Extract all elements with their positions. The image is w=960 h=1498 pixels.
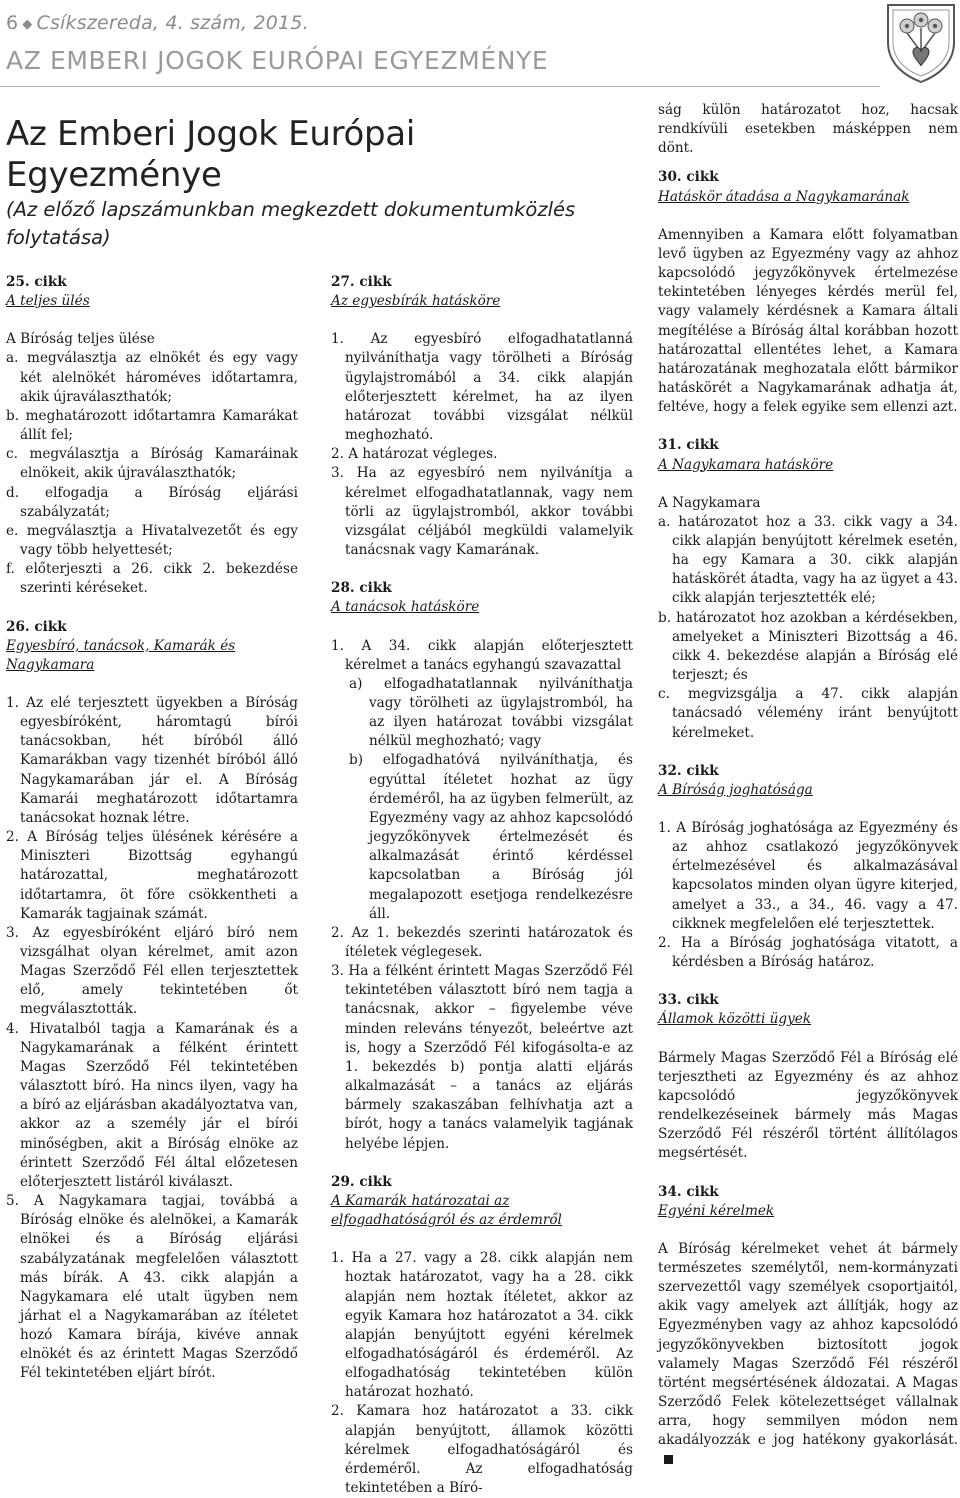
article-heading: A tanácsok hatásköre (331, 599, 480, 616)
header-rule (0, 86, 880, 87)
article-number: 33. cikk (658, 992, 719, 1009)
paragraph: Bármely Magas Szerződő Fél a Bíróság elé terjesztheti az Egyezmény és az ahhoz kapcsolódó jegyzőkönyvek rendelkezéseinek bármely más Magas Szerződő Fél részéről történt állítólagos megsértését. (658, 1049, 958, 1162)
list-item: b. meghatározott időtartamra Kamarákat állít fel; (6, 407, 298, 444)
paragraph: ság külön határozatot hoz, hacsak rendkívüli esetekben másképpen nem dönt. (658, 102, 958, 157)
article-heading: Az egyesbírák hatásköre (331, 293, 501, 310)
sub-item: a) elfogadhatatlannak nyilváníthatja vagy törölheti az ügylajstromból, ha az ilyen határozat további vizsgálat nélkül meghozható; vagy (349, 675, 633, 750)
coat-of-arms-icon (885, 2, 957, 84)
list-item: a. határozatot hoz a 33. cikk vagy a 34. cikk alapján benyújtott kérelmek esetén, ha egy Kamara a 30. cikk alapján hatáskörét átadta, vagy ha az ügyet a 43. cikk alapján terjesztették elé; (658, 513, 958, 607)
article-heading: Államok közötti ügyek (658, 1011, 812, 1028)
article-heading: Egyéni kérelmek (658, 1202, 775, 1219)
running-header (6, 12, 309, 34)
paragraph-text: A Bíróság kérelmeket vehet át bármely természetes személytől, nem-kormányzati szervezettől vagy személyek csoportjaitól, akik vagy amelyek azt állítják, hogy az Egyezményben vagy az ahhoz kapcsolódó jegyzőkönyvekben biztosított jogok valamely Magas Szerződő Fél részéről történt megsértésének áldozatai. A Magas Szerződő Felek kötelezettséget vállalnak arra, hogy semmilyen módon nem akadályozzák e jog hatékony gyakorlását. (658, 1240, 958, 1449)
article-heading: A Bíróság joghatósága (658, 781, 813, 798)
list-item: e. megválasztja a Hivatalvezetőt és egy vagy több helyettesét; (6, 522, 298, 559)
list-item: 4. Hivatalból tagja a Kamarának és a Nagykamarának a félként érintett Magas Szerződő Fél tekintetében választott bíró. Ha nincs ilyen, vagy ha a bíró az eljárásban akadályoztatva van, akkor az a személy jár el bírói minőségben, akit a Bíróság elnöke az érintett Szerződő Fél által előzetesen előterjesztett listáról kiválaszt. (6, 1020, 298, 1190)
column-1 (6, 273, 298, 1384)
article-number: 26. cikk (6, 618, 67, 635)
article-subtitle: (Az előző lapszámunkban megkezdett dokumentumközlés folytatása) (6, 198, 576, 249)
page-number: 6 (6, 12, 19, 34)
article-number: 28. cikk (331, 580, 392, 597)
list-item: 1. Ha a 27. vagy a 28. cikk alapján nem hoztak határozatot, vagy ha a 28. cikk alapján nem hoztak ítéletet, akkor az egyik Kamara hoz határozatot a 34. cikk alapján benyújtott egyéni kérelmek elfogadhatóságáról és érdeméről. Az elfogadhatóság tekintetében külön határozat hozható. (331, 1250, 633, 1401)
article-number: 25. cikk (6, 274, 67, 290)
column-3 (658, 101, 958, 1470)
article-number: 29. cikk (331, 1173, 392, 1190)
list-item: b. határozatot hoz azokban a kérdésekben, amelyeket a Miniszteri Bizottság a 46. cikk 4. bekezdése alapján a Bíróság elé terjeszt; és (658, 609, 958, 684)
list-item: c. megválasztja a Bíróság Kamaráinak elnökeit, akik újraválaszthatók; (6, 446, 298, 482)
article-title: Az Emberi Jogok Európai Egyezménye (6, 114, 415, 195)
running-title: Csíkszereda, 4. szám, 2015. (36, 12, 309, 34)
list-item: 1. Az elé terjesztett ügyekben a Bíróság egyesbíróként, háromtagú bírói tanácsokban, hét bíróból álló Kamarákban vagy tizenhét bíróból álló Nagykamarában jár el. A Bíróság Kamarái meghatározott időtartamra tanácsokat hoznak létre. (6, 694, 298, 826)
list-item: a. megválasztja az elnökét és egy vagy két alelnökét hároméves időtartamra, akik újraválaszthatók; (6, 350, 298, 405)
list-item: 2. Ha a Bíróság joghatósága vitatott, a kérdésben a Bíróság határoz. (658, 934, 958, 971)
paragraph (658, 1240, 958, 1470)
section-title: AZ EMBERI JOGOK EURÓPAI EGYEZMÉNYE (6, 46, 549, 75)
list-item: 2. A Bíróság teljes ülésének kérésére a Miniszteri Bizottság egyhangú határozattal, meghatározott időtartamra, öt főre csökkentheti a Kamarák tagjainak számát. (6, 829, 298, 922)
list-item: d. elfogadja a Bíróság eljárási szabályzatát; (6, 484, 298, 520)
list-item: f. előterjeszti a 26. cikk 2. bekezdése szerinti kéréseket. (6, 561, 298, 597)
list-item: 5. A Nagykamara tagjai, továbbá a Bíróság elnöke és alelnökei, a Kamarák elnökei és a Bíróság eljárási szabályzatának megfelelően választott más bírák. A 43. cikk alapján a Nagykamara elé utalt ügyben nem járhat el a Nagykamarában az ítéletet hozó Kamara bírája, kivéve annak elnökét és az érintett Magas Szerződő Fél tekintetében eljárt bírót. (6, 1193, 298, 1382)
column-2 (331, 273, 633, 1498)
article-heading: Hatáskör átadása a Nagykamarának (658, 188, 910, 205)
article-number: 27. cikk (331, 274, 392, 290)
diamond-icon: ◆ (22, 17, 33, 32)
article-number: 34. cikk (658, 1183, 719, 1200)
paragraph: Amennyiben a Kamara előtt folyamatban levő ügyben az Egyezmény vagy az ahhoz kapcsolódó jegyzőkönyvek értelmezése tekintetében lényeges kérdés merül fel, vagy valamely kérdésnek a Kamara általi megítélése a Bíróság által korábban hozott határozattal ellentétes lehet, a Kamara határozatának meghozatala előtt bármikor hatáskörét a Nagykamarának adhatja át, feltéve, hogy a felek egyike sem ellenzi azt. (658, 226, 958, 416)
list-item: 2. A határozat végleges. (331, 446, 498, 463)
list-item: 1. Az egyesbíró elfogadhatatlanná nyilváníthatja vagy törölheti a Bíróság ügylajstromából a 34. cikk alapján előterjesztett kérelmet, ha az ilyen határozat további vizsgálat nélkül meghozható. (331, 331, 633, 444)
sub-item: b) elfogadhatóvá nyilváníthatja, és egyúttal ítéletet hozhat az ügy érdeméről, ha az ügyben felmerült, az Egyezmény vagy az ahhoz kapcsolódó jegyzőkönyvek értelmezését és alkalmazását érintő kérdéssel kapcsolatban a Bíróság jól megalapozott esetjoga rendelkezésre áll. (349, 752, 633, 922)
list-item: 1. A 34. cikk alapján előterjesztett kérelmet a tanács egyhangú szavazattal (331, 637, 633, 673)
article-number: 30. cikk (658, 169, 719, 186)
article-number: 32. cikk (658, 762, 719, 779)
article-heading: A teljes ülés (6, 293, 90, 310)
end-of-article-icon (664, 1455, 673, 1464)
list-item: c. megvizsgálja a 47. cikk alapján tanácsadó vélemény iránt benyújtott kérelmeket. (658, 686, 958, 741)
list-item: 2. Kamara hoz határozatot a 33. cikk alapján benyújtott, államok közötti kérelmek elfogadhatóságáról és érdeméről. Az elfogadhatóság tekintetében a Bíró- (331, 1403, 633, 1497)
article-number: 31. cikk (658, 437, 719, 454)
article-heading: A Kamarák határozatai az elfogadhatóságról és az érdemről (331, 1192, 562, 1229)
paragraph: A Bíróság teljes ülése (6, 331, 155, 348)
article-heading: Egyesbíró, tanácsok, Kamarák és Nagykamara (6, 637, 236, 673)
list-item: 3. Ha az egyesbíró nem nyilvánítja a kérelmet elfogadhatatlannak, vagy nem törli az ügylajstromból, akkor további vizsgálat céljából megküldi valamelyik tanácsnak vagy Kamarának. (331, 465, 633, 559)
list-item: 3. Ha a félként érintett Magas Szerződő Fél tekintetében választott bíró nem tagja a tanácsnak, akkor – figyelembe véve minden releváns tényezőt, beleértve azt is, hogy a Szerződő Fél kifogásolta-e az 1. bekezdés b) pontja alatti eljárás alkalmazását – a tanács az eljárás bármely szakaszában felhívhatja azt a bírót, hogy a tanács valamelyik tagjának helyébe lépjen. (331, 963, 633, 1152)
list-item: 2. Az 1. bekezdés szerinti határozatok és ítéletek véglegesek. (331, 924, 633, 960)
paragraph: A Nagykamara (658, 494, 761, 511)
list-item: 1. A Bíróság joghatósága az Egyezmény és az ahhoz csatlakozó jegyzőkönyvek értelmezésével és alkalmazásával kapcsolatos minden olyan ügyre kiterjed, amelyet a 33., a 34., 46. vagy a 47. cikknek megfelelően elé terjesztettek. (658, 820, 958, 932)
list-item: 3. Az egyesbíróként eljáró bíró nem vizsgálhat olyan kérelmet, amit azon Magas Szerződő Fél ellen terjesztettek elő, amely tekintetében őt megválasztották. (6, 924, 298, 1018)
article-heading: A Nagykamara hatásköre (658, 456, 834, 473)
